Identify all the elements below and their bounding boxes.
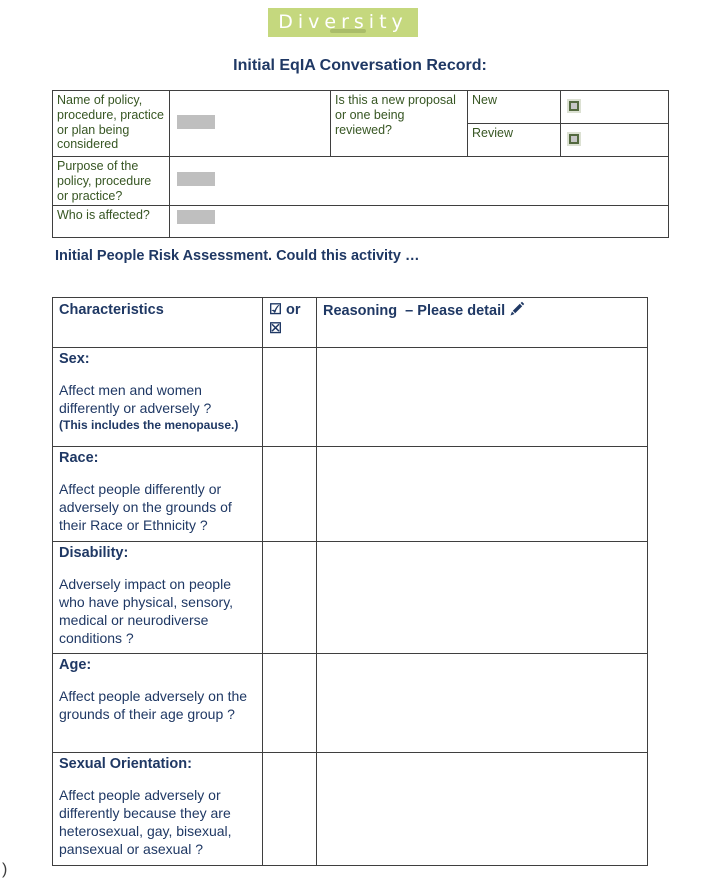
diversity-logo [268, 8, 418, 37]
table-row [53, 654, 648, 753]
tick-input-cell[interactable] [263, 654, 317, 753]
policy-details-table [52, 90, 669, 238]
header-tick-column [263, 298, 317, 348]
logo-subtext-smudge [330, 29, 366, 33]
review-checkbox-cell[interactable] [561, 124, 669, 157]
review-checkbox[interactable] [569, 134, 579, 144]
text-field-placeholder[interactable] [177, 172, 215, 186]
characteristic-title: Sexual Orientation: [59, 756, 192, 772]
crossed-box-glyph: ☒ [269, 320, 282, 337]
purpose-input[interactable] [170, 157, 669, 206]
reasoning-input-cell[interactable] [317, 447, 648, 542]
characteristic-description: Adversely impact on people who have physical, sensory, medical or neurodiverse conditions ? [59, 576, 234, 646]
footer-stray-mark: ) [2, 861, 8, 878]
header-reasoning [317, 298, 648, 348]
policy-name-label: Name of policy, procedure, practice or plan being considered [53, 91, 170, 157]
section-heading: Initial People Risk Assessment. Could this activity … [55, 248, 420, 264]
tick-input-cell[interactable] [263, 348, 317, 447]
logo-text: Diversity [278, 10, 408, 33]
new-or-review-label: Is this a new proposal or one being reviewed? [331, 91, 468, 157]
table-row [53, 542, 648, 654]
reasoning-input-cell[interactable] [317, 753, 648, 866]
purpose-label: Purpose of the policy, procedure or practice? [53, 157, 170, 206]
header-characteristics: Characteristics [53, 298, 263, 348]
risk-assessment-table [52, 297, 648, 866]
characteristic-title: Race: [59, 450, 99, 466]
characteristic-title: Sex: [59, 351, 90, 367]
table-row [53, 753, 648, 866]
characteristic-note: (This includes the menopause.) [59, 417, 239, 432]
reasoning-input-cell[interactable] [317, 542, 648, 654]
page-title: Initial EqIA Conversation Record: [233, 57, 487, 74]
policy-name-input[interactable] [170, 91, 331, 157]
table-row [53, 447, 648, 542]
reasoning-input-cell[interactable] [317, 348, 648, 447]
checked-box-glyph: ☑ or [269, 302, 301, 318]
characteristic-description: Affect people adversely on the grounds of their age group ? [59, 688, 248, 722]
new-checkbox-cell[interactable] [561, 91, 669, 124]
characteristic-description: Affect men and women differently or adversely ? [59, 382, 212, 416]
characteristic-description: Affect people differently or adversely on the grounds of their Race or Ethnicity ? [59, 481, 232, 533]
affected-label: Who is affected? [53, 206, 170, 238]
review-label: Review [468, 124, 561, 157]
tick-input-cell[interactable] [263, 753, 317, 866]
new-label: New [468, 91, 561, 124]
tick-input-cell[interactable] [263, 447, 317, 542]
characteristic-title: Disability: [59, 545, 129, 561]
text-field-placeholder[interactable] [177, 115, 215, 129]
affected-input[interactable] [170, 206, 669, 238]
tick-input-cell[interactable] [263, 542, 317, 654]
pen-icon [509, 301, 525, 323]
text-field-placeholder[interactable] [177, 210, 215, 224]
characteristic-title: Age: [59, 657, 92, 673]
new-checkbox[interactable] [569, 101, 579, 111]
table-row [53, 348, 648, 447]
header-reasoning-label: Reasoning – Please detail [323, 303, 506, 319]
reasoning-input-cell[interactable] [317, 654, 648, 753]
characteristic-description: Affect people adversely or differently because they are heterosexual, gay, bisexual, pansexual or asexual ? [59, 787, 232, 857]
